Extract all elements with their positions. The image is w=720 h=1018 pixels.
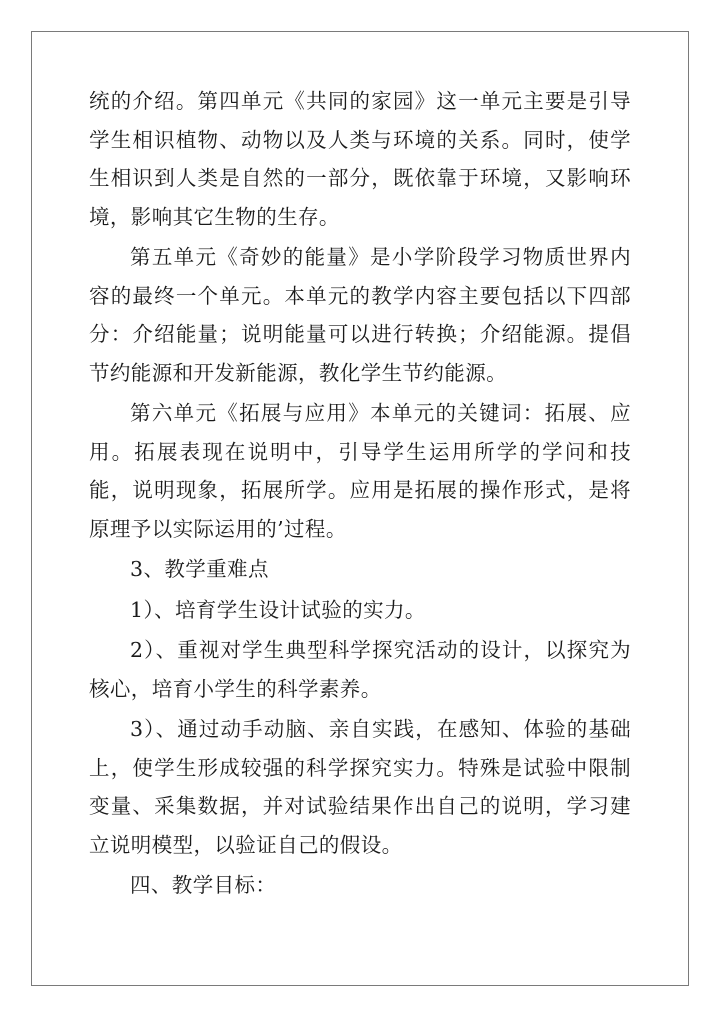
section-heading-key-difficulties: 3、教学重难点: [130, 557, 269, 581]
paragraph-unit-four-intro: 统的介绍。第四单元《共同的家园》这一单元主要是引导学生相识植物、动物以及人类与环境的关系。同时，使学生相识到人类是自然的一部分，既依靠于环境，又影响环境，影响其它生物的生存。: [89, 89, 631, 229]
list-item-3: 3）、通过动手动脑、亲自实践，在感知、体验的基础上，使学生形成较强的科学探究实力。特殊是试验中限制变量、采集数据，并对试验结果作出自己的说明，学习建立说明模型，以验证自己的假设。: [89, 717, 631, 857]
section-heading-teaching-goals: 四、教学目标：: [130, 873, 277, 897]
document-body: [89, 82, 631, 905]
list-item-1: 1）、培育学生设计试验的实力。: [130, 597, 426, 622]
list-item-2: 2）、重视对学生典型科学探究活动的设计，以探究为核心，培育小学生的科学素养。: [89, 638, 631, 701]
paragraph-unit-six: 第六单元《拓展与应用》本单元的关键词：拓展、应用。拓展表现在说明中，引导学生运用所学的学问和技能，说明现象，拓展所学。应用是拓展的操作形式，是将原理予以实际运用的’过程。: [89, 401, 631, 541]
paragraph-unit-five: 第五单元《奇妙的能量》是小学阶段学习物质世界内容的最终一个单元。本单元的教学内容主要包括以下四部分：介绍能量；说明能量可以进行转换；介绍能源。提倡节约能源和开发新能源，教化学生节约能源。: [89, 245, 631, 385]
